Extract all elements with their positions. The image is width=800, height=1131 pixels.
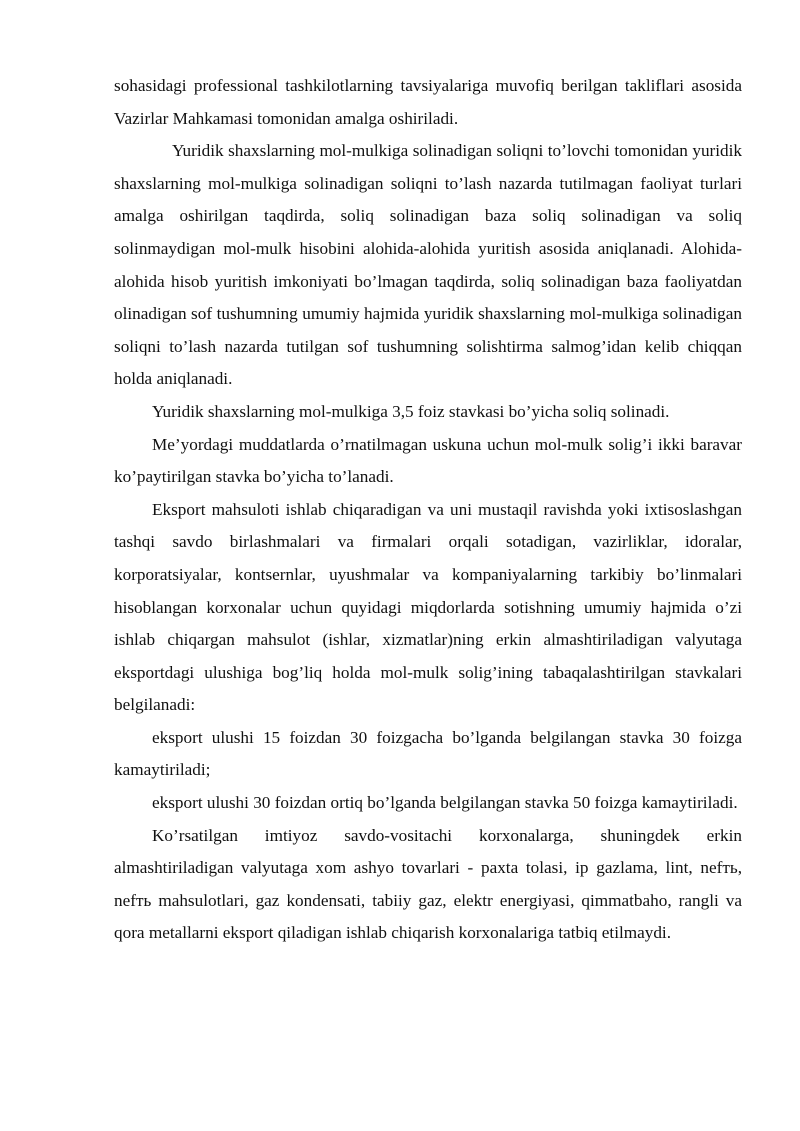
document-page — [114, 70, 742, 950]
paragraph-equipment: Me’yordagi muddatlarda o’rnatilmagan uskuna uchun mol-mulk solig’i ikki baravar ko’paytirilgan stavka bo’yicha to’lanadi. — [114, 434, 742, 487]
paragraph-tax-base: Yuridik shaxslarning mol-mulkiga solinadigan soliqni to’lovchi tomonidan yuridik shaxslarning mol-mulkiga solinadigan soliqni to’lash nazarda tutilmagan faoliyat turlari amalga oshirilgan taqdirda, soliq solinadigan baza soliq solinadigan va soliq solinmaydigan mol-mulk hisobini alohida-alohida yuritish asosida aniqlanadi. Alohida-alohida hisob yuritish imkoniyati bo’lmagan taqdirda, soliq solinadigan baza faoliyatdan olinadigan sof tushumning umumiy hajmida yuridik shaxslarning mol-mulkiga solinadigan soliqni to’lash nazarda tutilgan sof tushumning solishtirma salmog’idan kelib chiqqan holda aniqlanadi. — [114, 141, 742, 389]
paragraph-continuation: sohasidagi professional tashkilotlarning tavsiyalariga muvofiq berilgan takliflari asosida Vazirlar Mahkamasi tomonidan amalga oshiriladi. — [114, 76, 742, 128]
paragraph-export-rates: Eksport mahsuloti ishlab chiqaradigan va uni mustaqil ravishda yoki ixtisoslashgan tashqi savdo birlashmalari va firmalari orqali sotadigan, vazirliklar, idoralar, korporatsiyalar, kontsernlar, uyushmalar va kompaniyalarning tarkibiy bo’linmalari hisoblangan korxonalar uchun quyidagi miqdorlarda sotishning umumiy hajmida o’zi ishlab chiqargan mahsulot (ishlar, xizmatlar)ning erkin almashtiriladigan valyutaga eksportdagi ulushiga bog’liq holda mol-mulk solig’ining tabaqalashtirilgan stavkalari belgilanadi: — [114, 499, 742, 715]
paragraph-export-15-30: eksport ulushi 15 foizdan 30 foizgacha bo’lganda belgilangan stavka 30 foizga kamaytiriladi; — [114, 727, 742, 780]
paragraph-tax-rate: Yuridik shaxslarning mol-mulkiga 3,5 foiz stavkasi bo’yicha soliq solinadi. — [152, 401, 670, 421]
paragraph-export-over-30: eksport ulushi 30 foizdan ortiq bo’lganda belgilangan stavka 50 foizga kamaytiriladi. — [152, 793, 738, 813]
paragraph-exemption: Ko’rsatilgan imtiyoz savdo-vositachi korxonalarga, shuningdek erkin almashtiriladigan valyutaga xom ashyo tovarlari - paxta tolasi, ip gazlama, lint, nefть, nefть mahsulotlari, gaz kondensati, tabiiy gaz, elektr energiyasi, qimmatbaho, rangli va qora metallarni eksport qiladigan ishlab chiqarish korxonalariga tatbiq etilmaydi. — [114, 825, 742, 943]
